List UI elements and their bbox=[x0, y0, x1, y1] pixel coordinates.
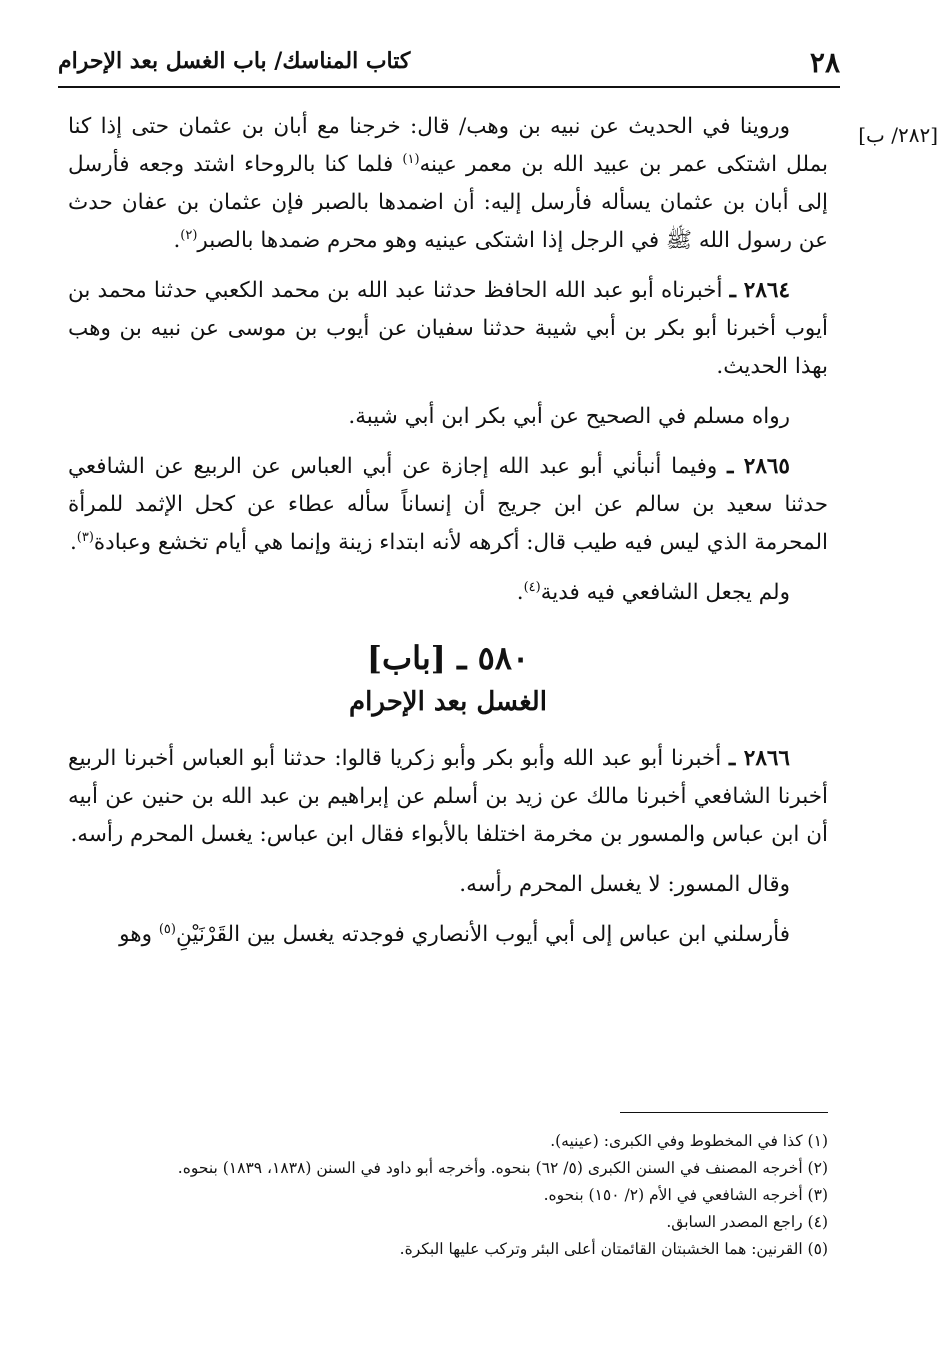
footnote-marker: (٤) bbox=[523, 579, 541, 595]
footnote-marker: (١) bbox=[402, 151, 420, 167]
page-header bbox=[58, 40, 840, 88]
hadith-2864: ٢٨٦٤ ـ أخبرناه أبو عبد الله الحافظ حدثنا عبد الله بن محمد الكعبي حدثنا محمد بن أيوب أخبرنا أبو بكر بن أبي شيبة حدثنا سفيان عن أيوب بن موسى عن نبيه بن وهب بهذا الحديث. bbox=[68, 278, 828, 379]
footnote: (٣) أخرجه الشافعي في الأم (٢/ ١٥٠) بنحوه. bbox=[543, 1186, 828, 1204]
paragraph: وقال المسور: لا يغسل المحرم رأسه. bbox=[459, 872, 790, 897]
footnote: (١) كذا في المخطوط وفي الكبرى: (عينيه). bbox=[550, 1132, 828, 1150]
chapter-heading: ٥٨٠ ـ [باب] bbox=[366, 639, 530, 677]
footnote-marker: (٥) bbox=[158, 921, 176, 937]
footnote: (٢) أخرجه المصنف في السنن الكبرى (٥/ ٦٢) بنحوه. وأخرجه أبو داود في السنن (١٨٣٨، ١٨٣٩) بنحوه. bbox=[177, 1159, 828, 1177]
hadith-number: ٢٨٦٥ ـ bbox=[727, 454, 790, 479]
paragraph: وروينا في الحديث عن نبيه بن وهب/ قال: خرجنا مع أبان بن عثمان حتى إذا كنا بملل اشتكى عمر بن عبيد الله بن معمر عينه$^{(١)}$ فلما كنا بالروحاء اشتد وجعه فأرسل إلى أبان بن عثمان يسأله فأرسل إليه: أن اضمدها بالصبر فإن عثمان بن عفان حدث عن رسول الله ﷺ في الرجل إذا اشتكى عينيه وهو محرم ضمدها بالصبر$^{(٢)}$. bbox=[68, 114, 828, 253]
paragraph: ولم يجعل الشافعي فيه فدية$^{(٤)}$. bbox=[516, 579, 790, 605]
footnote: (٤) راجع المصدر السابق. bbox=[666, 1213, 828, 1231]
running-title: كتاب المناسك/ باب الغسل بعد الإحرام bbox=[58, 48, 411, 74]
paragraph: فأرسلني ابن عباس إلى أبي أيوب الأنصاري فوجدته يغسل بين القَرْنَيْنِ$^{(٥)}$ وهو bbox=[119, 921, 790, 947]
manuscript-folio-ref: [٢٨٢/ ب] bbox=[858, 123, 938, 147]
footnote-marker: (٢) bbox=[180, 227, 198, 243]
hadith-number: ٢٨٦٤ ـ bbox=[729, 278, 790, 303]
footnote-separator bbox=[620, 1112, 828, 1113]
main-text bbox=[68, 108, 828, 966]
hadith-2866: ٢٨٦٦ ـ أخبرنا أبو عبد الله وأبو بكر وأبو زكريا قالوا: حدثنا أبو العباس أخبرنا الربيع أخبرنا الشافعي أخبرنا مالك عن زيد بن أسلم عن إبراهيم بن عبد الله بن حنين عن أبيه أن ابن عباس والمسور بن مخرمة اختلفا بالأبواء فقال ابن عباس: يغسل المحرم رأسه. bbox=[68, 746, 828, 847]
hadith-2865: ٢٨٦٥ ـ وفيما أنبأني أبو عبد الله إجازة عن أبي العباس عن الربيع عن الشافعي حدثنا سعيد بن سالم عن ابن جريج أن إنساناً سأله عطاء عن كحل الإثمد للمرأة المحرمة الذي ليس فيه طيب قال: أكرهه لأنه ابتداء زينة وإنما هي أيام تخشع وعبادة$^{(٣)}$. bbox=[68, 454, 828, 555]
hadith-number: ٢٨٦٦ ـ bbox=[729, 746, 790, 771]
page-number: ٢٨ bbox=[809, 46, 840, 79]
chapter-subtitle: الغسل بعد الإحرام bbox=[349, 687, 547, 717]
footnotes bbox=[68, 1128, 828, 1263]
paragraph: رواه مسلم في الصحيح عن أبي بكر ابن أبي شيبة. bbox=[348, 404, 790, 429]
footnote-marker: (٣) bbox=[76, 529, 94, 545]
footnote: (٥) القرنين: هما الخشبتان القائمتان أعلى البئر وتركب عليها البكرة. bbox=[399, 1240, 828, 1258]
